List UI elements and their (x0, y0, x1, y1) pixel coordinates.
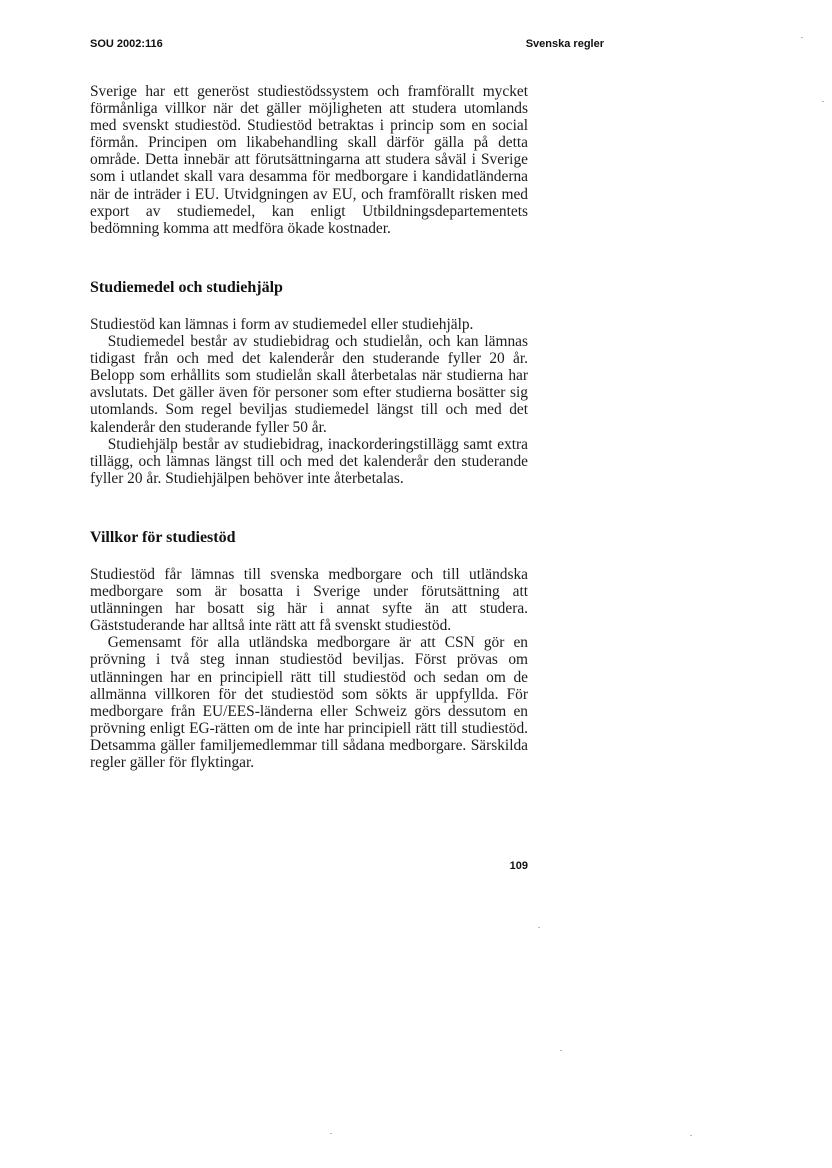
chapter-title: Svenska regler (525, 38, 604, 50)
scan-speck (330, 1133, 332, 1134)
running-header (90, 38, 604, 50)
paragraph: Studiehjälp består av studiebidrag, inackorderingstillägg samt extra tillägg, och lämnas längst till och med det kalenderår den studerande fyller 20 år. Studiehjälpen behöver inte återbetalas. (90, 435, 528, 487)
scan-speck (560, 1050, 562, 1051)
scan-speck (690, 1135, 692, 1136)
page-number: 109 (509, 860, 528, 872)
paragraph: Studiemedel består av studiebidrag och studielån, och kan lämnas tidigast från och med det kalenderår den studerande fyller 20 år. Belopp som erhållits som studielån skall återbetalas när studierna har avslutats. Det gäller även för personer som efter studierna bosätter sig utomlands. Som regel beviljas studiemedel längst till och med det kalenderår den studerande fyller 50 år. (90, 333, 528, 436)
scan-speck (538, 927, 540, 928)
scan-speck (822, 101, 824, 102)
paragraph: Studiestöd får lämnas till svenska medborgare och till utländska medborgare som är bosatta i Sverige under förutsättning att utlänningen har bosatt sig här i annat syfte än att studera. Gäststuderande har alltså inte rätt att få svenskt studiestöd. (90, 565, 528, 635)
section-heading-villkor: Villkor för studiestöd (90, 528, 236, 546)
section-heading-studiemedel: Studiemedel och studiehjälp (90, 278, 283, 296)
scan-speck (801, 37, 803, 38)
report-reference: SOU 2002:116 (90, 38, 163, 50)
intro-paragraph: Sverige har ett generöst studiestödssystem och framförallt mycket förmånliga villkor när det gäller möjligheten att studera utomlands med svenskt studiestöd. Studiestöd betraktas i princip som en social förmån. Principen om likabehandling skall därför gälla på detta område. Detta innebär att förutsättningarna att studera såväl i Sverige som i utlandet skall vara desamma för medborgare i kandidatländerna när de inträder i EU. Utvidgningen av EU, och framförallt risken med export av studiemedel, kan enligt Utbildningsdepartementets bedömning komma att medföra ökade kostnader. (90, 83, 528, 237)
paragraph: Gemensamt för alla utländska medborgare är att CSN gör en prövning i två steg innan studiestöd beviljas. Först prövas om utlänningen har en principiell rätt till studiestöd och sedan om de allmänna villkoren för det studiestöd som sökts är uppfyllda. För medborgare från EU/EES-länderna eller Schweiz görs dessutom en prövning enligt EG-rätten om de inte har principiell rätt till studiestöd. Detsamma gäller familjemedlemmar till sådana medborgare. Särskilda regler gäller för flyktingar. (90, 634, 528, 771)
body-text (90, 83, 528, 771)
paragraph: Studiestöd kan lämnas i form av studiemedel eller studiehjälp. (90, 315, 474, 333)
